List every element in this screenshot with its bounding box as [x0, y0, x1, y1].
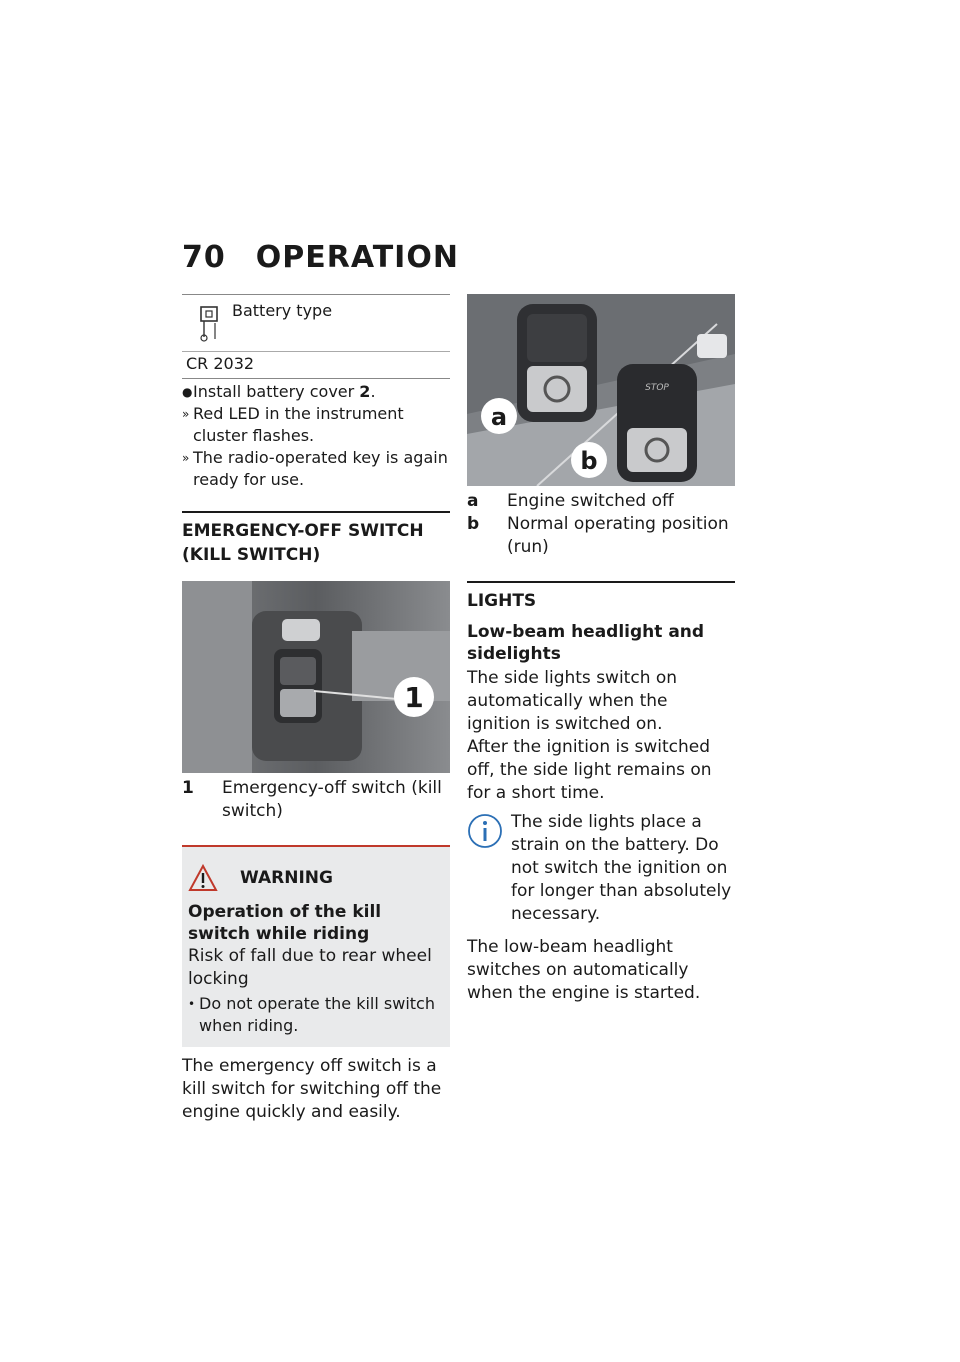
lights-heading: LIGHTS [467, 591, 537, 611]
info-note-text: The side lights place a strain on the battery. Do not switch the ignition on for longer than absolutely necessary. [511, 812, 732, 924]
kill-switch-legend [182, 777, 450, 823]
section-divider [467, 581, 735, 583]
warning-header [188, 861, 444, 895]
warning-actions [188, 993, 444, 1037]
lights-paragraph-2: After the ignition is switched off, the side light remains on for a short time. [467, 737, 712, 803]
battery-spec-header [182, 295, 450, 352]
figure-callout-1: 1 [404, 681, 424, 714]
warning-label: WARNING [240, 868, 333, 888]
list-item: » Red LED in the instrument cluster flashes. [182, 404, 404, 445]
positions-legend-b [467, 513, 735, 559]
list-item: » The radio-operated key is again ready for use. [182, 448, 448, 489]
lights-subheading: Low-beam headlight and sidelights [467, 622, 705, 664]
kill-switch-description: The emergency off switch is a kill switch for switching off the engine quickly and easily. [182, 1056, 442, 1122]
legend-text: Emergency-off switch (kill switch) [222, 778, 442, 821]
kill-switch-photo [182, 581, 450, 773]
figure-callout-a: a [490, 403, 508, 431]
battery-type-label: Battery type [232, 301, 333, 320]
legend-text: Engine switched off [507, 491, 674, 511]
legend-text: Normal operating position (run) [507, 514, 729, 557]
stop-label: STOP [645, 383, 669, 393]
battery-steps [182, 381, 450, 491]
battery-type-value: CR 2032 [186, 354, 255, 373]
battery-icon [198, 305, 220, 347]
info-note [467, 811, 735, 926]
battery-spec-table [182, 294, 450, 379]
part-reference: 2 [359, 382, 371, 401]
section-title: OPERATION [255, 240, 459, 275]
page-header [182, 240, 459, 275]
lights-paragraph-3: The low-beam headlight switches on automatically when the engine is started. [467, 937, 701, 1003]
lights-paragraph-1: The side lights switch on automatically when the ignition is switched on. [467, 668, 678, 734]
list-item: ● Install battery cover 2. [182, 382, 376, 401]
positions-legend-a [467, 490, 735, 513]
section-divider [182, 511, 450, 513]
warning-box [182, 845, 450, 1047]
page-number: 70 [182, 240, 226, 275]
list-item: • Do not operate the kill switch when riding. [188, 994, 435, 1035]
left-column [182, 294, 450, 1124]
figure-callout-b: b [580, 447, 598, 475]
legend-key: 1 [182, 778, 194, 798]
right-column [467, 294, 735, 1005]
legend-key: b [467, 514, 480, 534]
warning-triangle-icon [188, 864, 218, 892]
legend-key: a [467, 491, 479, 511]
kill-switch-heading: EMERGENCY-OFF SWITCH (KILL SWITCH) [182, 521, 424, 565]
info-icon [467, 813, 503, 853]
warning-title: Operation of the kill switch while riding [188, 902, 382, 944]
kill-switch-positions-photo [467, 294, 735, 486]
warning-risk: Risk of fall due to rear wheel locking [188, 946, 432, 989]
